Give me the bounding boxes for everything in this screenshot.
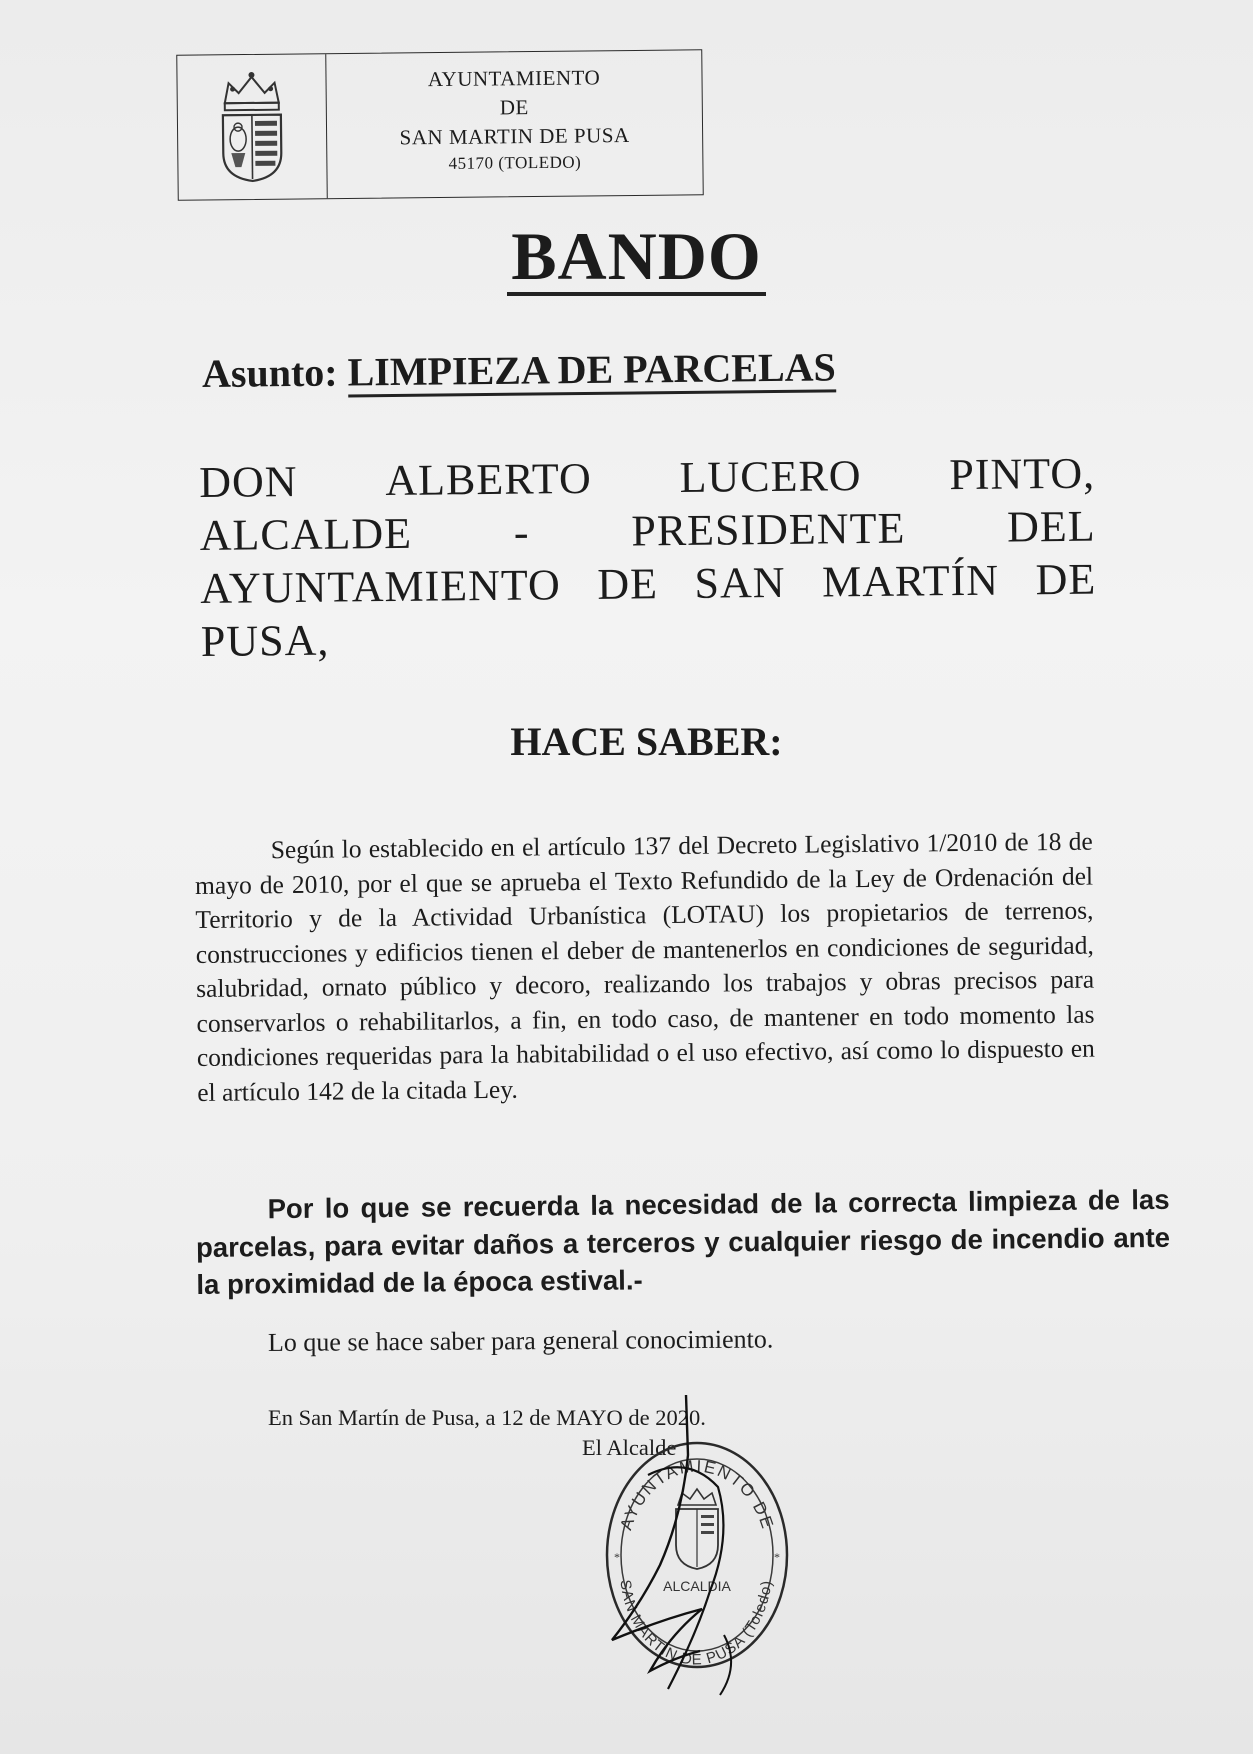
- letterhead-line: SAN MARTIN DE PUSA: [399, 123, 630, 150]
- subject-label: Asunto:: [201, 349, 338, 396]
- mayor-word: DEL: [1006, 501, 1096, 552]
- letterhead: [176, 49, 704, 201]
- seal-center-text: ALCALDIA: [663, 1578, 731, 1594]
- mayor-word: DE: [597, 559, 659, 609]
- mayor-line: [199, 500, 1096, 562]
- mayor-word: DON: [198, 456, 298, 508]
- letterhead-text: [326, 50, 702, 198]
- mayor-word: -: [513, 507, 530, 557]
- announcement-heading: HACE SABER:: [510, 719, 783, 764]
- body-paragraph: Según lo establecido en el artículo 137 del Decreto Legislativo 1/2010 de 18 de mayo de 2010, por el que se aprueba el Texto Refundido de la Ley de Ordenación del Territorio y de la Actividad Urbanística (LOTAU) los propietarios de terrenos, construcciones y edificios tienen el deber de mantenerlos en condiciones de seguridad, salubridad, ornato público y decoro, realizando los trabajos y obras precisos para conservarlos o rehabilitarlos, a fin, en todo caso, de mantener en todo momento las condiciones requeridas para la habitabilidad o el uso efectivo, así como lo dispuesto en el artículo 142 de la citada Ley.: [194, 826, 1095, 1106]
- letterhead-postal: 45170 (TOLEDO): [448, 152, 582, 173]
- letterhead-line: AYUNTAMIENTO: [427, 65, 601, 92]
- mayor-heading: [199, 447, 1097, 668]
- letterhead-line: DE: [499, 95, 529, 120]
- subject-line: [202, 343, 836, 397]
- seal-top-text: AYUNTAMIENTO DE: [616, 1456, 778, 1533]
- mayor-line: [199, 447, 1096, 509]
- crest-cell: [177, 54, 327, 200]
- coat-of-arms-icon: [210, 69, 293, 186]
- title-text: BANDO: [507, 220, 766, 296]
- mayor-word: PRESIDENTE: [631, 503, 906, 556]
- place-date: En San Martín de Pusa, a 12 de MAYO de 2020.: [268, 1405, 706, 1430]
- mayor-word: LUCERO: [679, 451, 862, 502]
- mayor-word: DE: [1035, 554, 1097, 605]
- mayor-word: MARTÍN: [821, 555, 1000, 607]
- closing-line: Lo que se hace saber para general conocimiento.: [267, 1324, 774, 1357]
- mayor-word: ALCALDE: [199, 508, 413, 561]
- document-title: [0, 220, 1253, 296]
- signer-title: El Alcalde: [582, 1435, 677, 1460]
- mayor-word: ALBERTO: [385, 453, 592, 506]
- mayor-line: [200, 553, 1097, 615]
- subject-value: LIMPIEZA DE PARCELAS: [347, 344, 836, 397]
- official-stamp-icon: [590, 1395, 800, 1705]
- mayor-word: SAN: [694, 557, 786, 608]
- svg-text:*: *: [614, 1550, 620, 1564]
- mayor-line: PUSA,: [200, 615, 330, 666]
- mayor-word: PINTO,: [949, 448, 1096, 500]
- seal-bottom-text: SAN MARTIN DE PUSA (Toledo): [616, 1578, 776, 1669]
- mayor-word: AYUNTAMIENTO: [200, 560, 561, 613]
- svg-text:*: *: [774, 1550, 780, 1564]
- reminder-paragraph: Por lo que se recuerda la necesidad de la correcta limpieza de las parcelas, para evitar daños a terceros y cualquier riesgo de incendio ante la proximidad de la época estival.-: [195, 1183, 1171, 1300]
